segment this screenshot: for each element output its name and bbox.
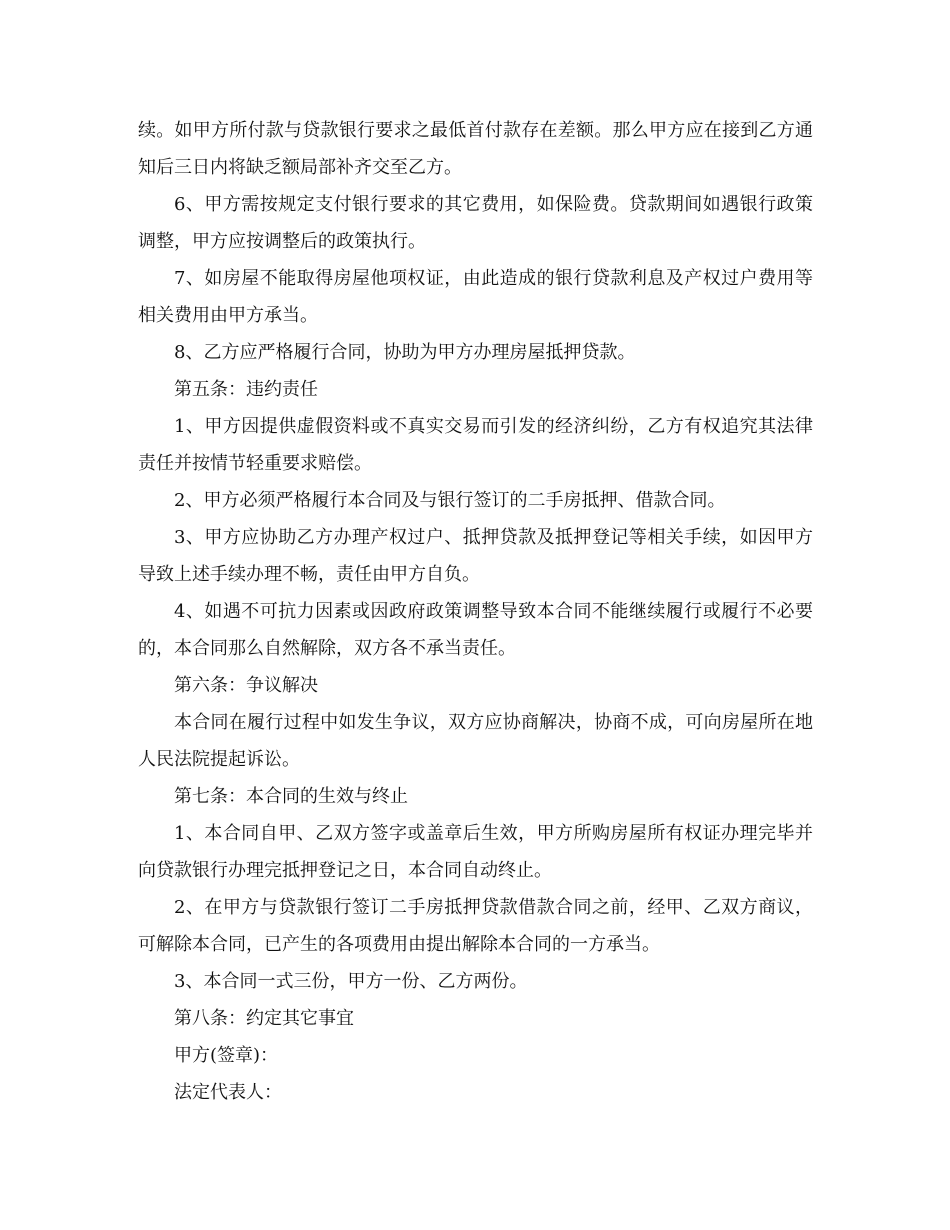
document-paragraph: 3、甲方应协助乙方办理产权过户、抵押贷款及抵押登记等相关手续，如因甲方导致上述手续办理不畅，责任由甲方自负。 <box>138 527 813 585</box>
document-paragraph: 续。如甲方所付款与贷款银行要求之最低首付款存在差额。那么甲方应在接到乙方通知后三日内将缺乏额局部补齐交至乙方。 <box>138 120 813 178</box>
document-paragraph: 1、甲方因提供虚假资料或不真实交易而引发的经济纠纷，乙方有权追究其法律责任并按情节轻重要求赔偿。 <box>138 416 813 474</box>
document-paragraph: 8、乙方应严格履行合同，协助为甲方办理房屋抵押贷款。 <box>174 342 636 363</box>
document-paragraph: 第五条：违约责任 <box>174 379 318 400</box>
document-paragraph: 6、甲方需按规定支付银行要求的其它费用，如保险费。贷款期间如遇银行政策调整，甲方应按调整后的政策执行。 <box>138 194 813 252</box>
document-paragraph: 4、如遇不可抗力因素或因政府政策调整导致本合同不能继续履行或履行不必要的，本合同那么自然解除，双方各不承当责任。 <box>138 601 813 659</box>
document-paragraph: 本合同在履行过程中如发生争议，双方应协商解决，协商不成，可向房屋所在地人民法院提起诉讼。 <box>138 712 813 770</box>
document-paragraph: 2、甲方必须严格履行本合同及与银行签订的二手房抵押、借款合同。 <box>174 490 726 511</box>
document-paragraph: 3、本合同一式三份，甲方一份、乙方两份。 <box>174 971 528 992</box>
document-paragraph: 甲方(签章)： <box>174 1045 279 1066</box>
document-paragraph: 1、本合同自甲、乙双方签字或盖章后生效，甲方所购房屋所有权证办理完毕并向贷款银行办理完抵押登记之日，本合同自动终止。 <box>138 823 813 881</box>
document-paragraph: 2、在甲方与贷款银行签订二手房抵押贷款借款合同之前，经甲、乙双方商议，可解除本合同，已产生的各项费用由提出解除本合同的一方承当。 <box>138 897 813 955</box>
document-body <box>138 112 813 1111</box>
document-paragraph: 法定代表人： <box>174 1082 282 1103</box>
document-paragraph: 7、如房屋不能取得房屋他项权证，由此造成的银行贷款利息及产权过户费用等相关费用由甲方承当。 <box>138 268 813 326</box>
document-paragraph: 第七条：本合同的生效与终止 <box>174 786 408 807</box>
document-paragraph: 第八条：约定其它事宜 <box>174 1008 354 1029</box>
document-paragraph: 第六条：争议解决 <box>174 675 318 696</box>
